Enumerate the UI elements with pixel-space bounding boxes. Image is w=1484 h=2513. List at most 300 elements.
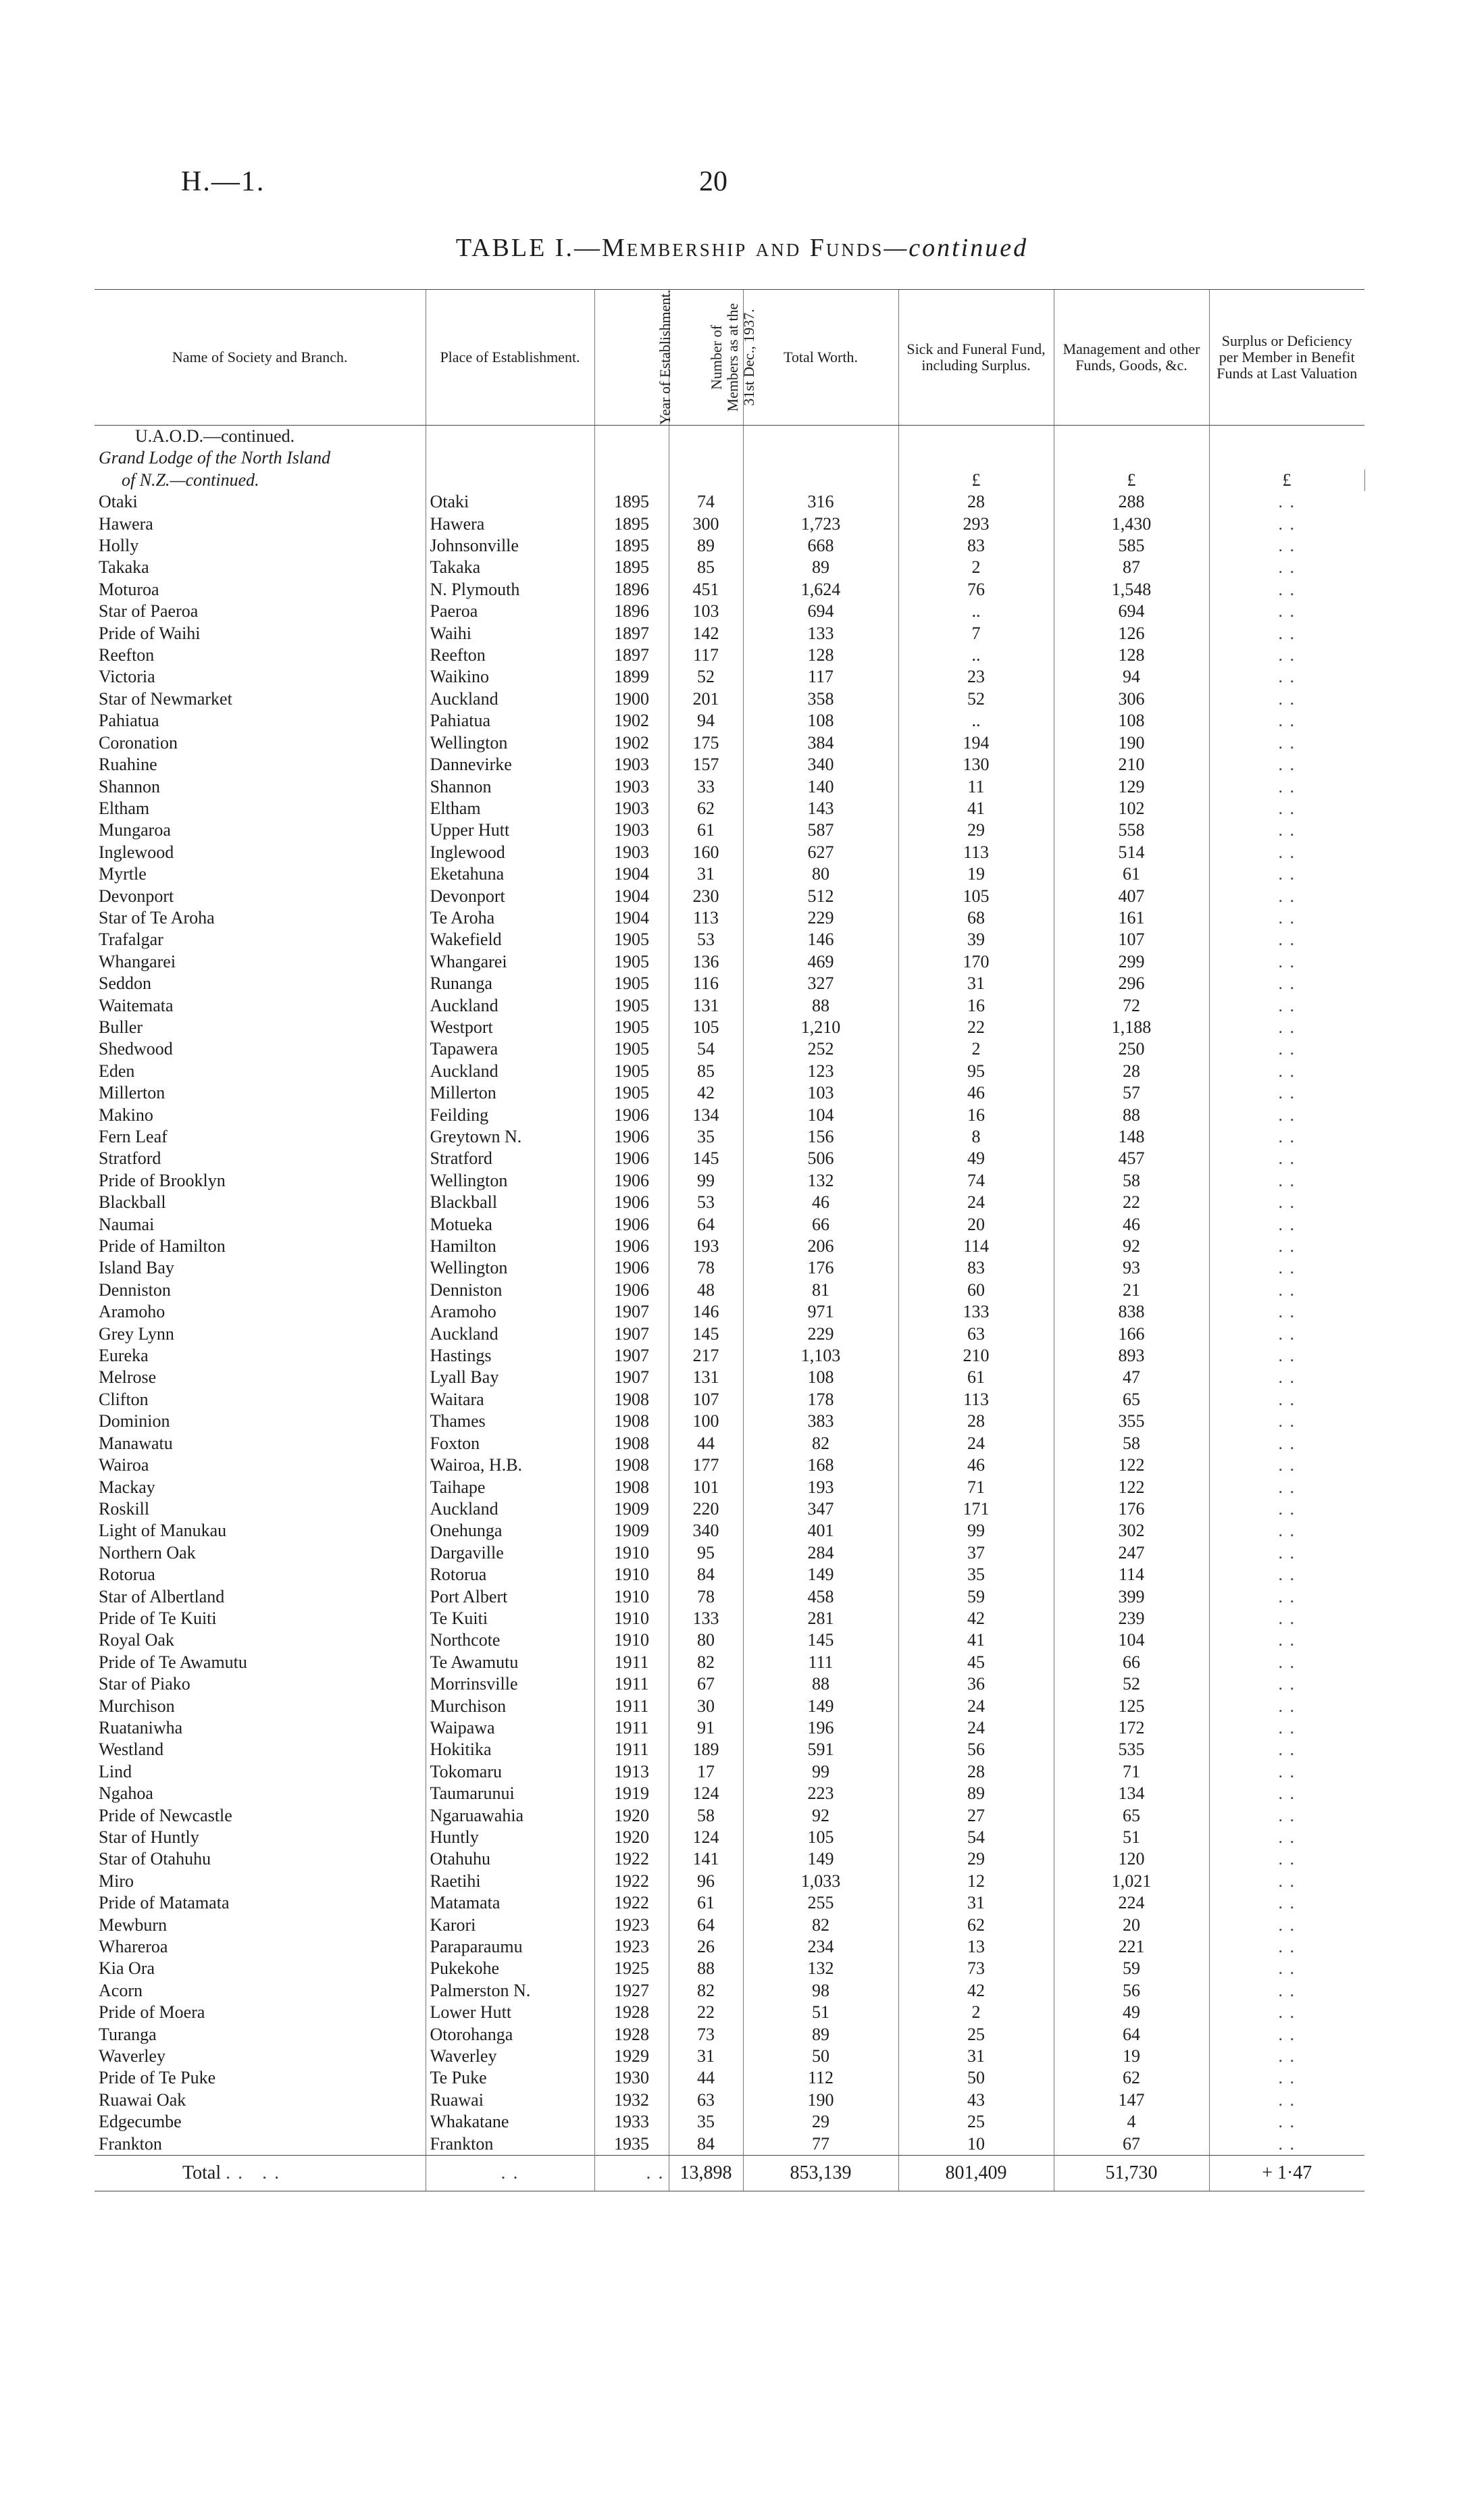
total-worth: 117	[743, 666, 898, 688]
branch-name: Holly	[99, 536, 139, 556]
place: Hokitika	[426, 1739, 594, 1760]
table-row	[95, 1914, 1364, 1936]
sick-fund: 73	[898, 1958, 1054, 1979]
members: 103	[669, 601, 743, 622]
sick-fund: 16	[898, 1105, 1054, 1126]
branch-name: Fern Leaf	[99, 1127, 168, 1146]
surplus-cell: . .	[1209, 1082, 1364, 1104]
surplus-cell: . .	[1209, 1477, 1364, 1498]
total-worth: 178	[743, 1389, 898, 1411]
members: 42	[669, 1082, 743, 1104]
surplus-cell: . .	[1209, 2024, 1364, 2046]
management-funds: 514	[1054, 842, 1209, 863]
members: 95	[669, 1542, 743, 1564]
management-funds: 250	[1054, 1038, 1209, 1060]
surplus-cell: . .	[1209, 557, 1364, 578]
sick-fund: 31	[898, 973, 1054, 994]
branch-name: Pride of Matamata	[99, 1893, 230, 1913]
branch-name: Victoria	[99, 667, 155, 687]
management-funds: 585	[1054, 535, 1209, 557]
table-row	[95, 1170, 1364, 1192]
management-funds: 166	[1054, 1323, 1209, 1345]
total-worth: 168	[743, 1454, 898, 1476]
branch-name: Murchison	[99, 1696, 175, 1716]
management-funds: 67	[1054, 2133, 1209, 2156]
branch-name: Whareroa	[99, 1937, 168, 1957]
sick-fund: 171	[898, 1498, 1054, 1520]
sick-fund: 22	[898, 1017, 1054, 1038]
total-worth: 105	[743, 1827, 898, 1848]
management-funds: 306	[1054, 688, 1209, 710]
table-row	[95, 1871, 1364, 1892]
sick-fund: 24	[898, 1433, 1054, 1454]
year: 1895	[594, 513, 669, 535]
members: 124	[669, 1783, 743, 1804]
total-worth: 112	[743, 2067, 898, 2089]
management-funds: 47	[1054, 1367, 1209, 1388]
branch-name: Millerton	[99, 1083, 165, 1103]
table-row	[95, 2067, 1364, 2089]
table-row	[95, 535, 1364, 557]
surplus-cell: . .	[1209, 1542, 1364, 1564]
total-worth: 506	[743, 1148, 898, 1169]
members: 58	[669, 1805, 743, 1827]
sick-fund: 25	[898, 2024, 1054, 2046]
place: Frankton	[426, 2133, 594, 2156]
branch-name: Myrtle	[99, 864, 147, 884]
total-worth: 145	[743, 1629, 898, 1651]
surplus-cell: . .	[1209, 601, 1364, 622]
table-row	[95, 1411, 1364, 1432]
management-funds: 57	[1054, 1082, 1209, 1104]
branch-name: Pride of Moera	[99, 2002, 205, 2023]
management-funds: 108	[1054, 710, 1209, 732]
management-funds: 125	[1054, 1696, 1209, 1717]
branch-name: Edgecumbe	[99, 2112, 182, 2132]
sick-fund: 28	[898, 1761, 1054, 1783]
table-row	[95, 2002, 1364, 2023]
year: 1902	[594, 710, 669, 732]
year: 1911	[594, 1717, 669, 1739]
year: 1922	[594, 1871, 669, 1892]
table-row	[95, 1696, 1364, 1717]
table-row	[95, 1192, 1364, 1213]
place: Hastings	[426, 1345, 594, 1367]
management-funds: 535	[1054, 1739, 1209, 1760]
management-funds: 122	[1054, 1454, 1209, 1476]
sick-fund: 49	[898, 1148, 1054, 1169]
total-worth: 1,103	[743, 1345, 898, 1367]
year: 1913	[594, 1761, 669, 1783]
year: 1905	[594, 1082, 669, 1104]
table-row	[95, 1389, 1364, 1411]
place: Feilding	[426, 1105, 594, 1126]
place: Auckland	[426, 995, 594, 1017]
surplus-cell: . .	[1209, 842, 1364, 863]
place: Waitara	[426, 1389, 594, 1411]
col-surplus: Surplus or Deficiency per Member in Benefit Funds at Last Valuation	[1209, 290, 1364, 426]
surplus-cell: . .	[1209, 2067, 1364, 2089]
management-funds: 19	[1054, 2046, 1209, 2067]
branch-name: Pride of Hamilton	[99, 1236, 226, 1256]
sick-fund: 60	[898, 1279, 1054, 1301]
year: 1911	[594, 1696, 669, 1717]
branch-name: Grey Lynn	[99, 1323, 174, 1344]
sick-fund: 25	[898, 2111, 1054, 2133]
surplus-cell: . .	[1209, 1236, 1364, 1257]
table-row	[95, 1980, 1364, 2002]
table-title	[0, 233, 1484, 263]
sick-fund: ..	[898, 710, 1054, 732]
branch-name: Takaka	[99, 557, 149, 578]
table-row	[95, 1148, 1364, 1169]
year: 1929	[594, 2046, 669, 2067]
sick-fund: 43	[898, 2089, 1054, 2111]
branch-name: Star of Newmarket	[99, 688, 232, 709]
management-funds: 93	[1054, 1257, 1209, 1279]
place: Wellington	[426, 1257, 594, 1279]
branch-name: Buller	[99, 1017, 143, 1037]
surplus-cell: . .	[1209, 1608, 1364, 1629]
table-row	[95, 1082, 1364, 1104]
surplus-cell: . .	[1209, 1848, 1364, 1870]
management-funds: 247	[1054, 1542, 1209, 1564]
branch-name: Star of Paeroa	[99, 601, 199, 621]
year: 1919	[594, 1783, 669, 1804]
table-row	[95, 1673, 1364, 1695]
total-worth: 149	[743, 1696, 898, 1717]
table-row	[95, 1367, 1364, 1388]
place: Greytown N.	[426, 1126, 594, 1148]
branch-name: Royal Oak	[99, 1630, 174, 1650]
branch-name: Reefton	[99, 645, 155, 665]
management-funds: 20	[1054, 1914, 1209, 1936]
sick-fund: 62	[898, 1914, 1054, 1936]
year: 1908	[594, 1411, 669, 1432]
year: 1906	[594, 1257, 669, 1279]
total-worth: 46	[743, 1192, 898, 1213]
surplus-cell: . .	[1209, 710, 1364, 732]
total-worth: 82	[743, 1914, 898, 1936]
place: Wairoa, H.B.	[426, 1454, 594, 1476]
sick-fund: 24	[898, 1696, 1054, 1717]
table-row	[95, 973, 1364, 994]
year: 1905	[594, 995, 669, 1017]
sick-fund: 20	[898, 1214, 1054, 1236]
management-funds: 59	[1054, 1958, 1209, 1979]
table-row	[95, 1323, 1364, 1345]
surplus-cell: . .	[1209, 1980, 1364, 2002]
table-row	[95, 776, 1364, 798]
sick-fund: 19	[898, 863, 1054, 885]
total-worth: 193	[743, 1477, 898, 1498]
place: Waihi	[426, 623, 594, 644]
year: 1909	[594, 1520, 669, 1542]
members: 35	[669, 1126, 743, 1148]
year: 1902	[594, 732, 669, 754]
place: Lower Hutt	[426, 2002, 594, 2023]
members: 131	[669, 1367, 743, 1388]
total-worth: 668	[743, 535, 898, 557]
year: 1897	[594, 623, 669, 644]
surplus-cell: . .	[1209, 491, 1364, 513]
total-sick: 801,409	[898, 2156, 1054, 2191]
management-funds: 104	[1054, 1629, 1209, 1651]
members: 96	[669, 1871, 743, 1892]
sick-fund: 24	[898, 1192, 1054, 1213]
table-row	[95, 2111, 1364, 2133]
year: 1905	[594, 1061, 669, 1082]
members: 89	[669, 535, 743, 557]
members: 201	[669, 688, 743, 710]
place: Westport	[426, 1017, 594, 1038]
year: 1905	[594, 929, 669, 950]
surplus-cell: . .	[1209, 973, 1364, 994]
table-row	[95, 644, 1364, 666]
total-worth: 316	[743, 491, 898, 513]
total-worth: 80	[743, 863, 898, 885]
table-row	[95, 2089, 1364, 2111]
sick-fund: 2	[898, 1038, 1054, 1060]
group-subtitle-cont: of N.Z.—continued.	[122, 469, 259, 490]
year: 1907	[594, 1301, 669, 1323]
year: 1925	[594, 1958, 669, 1979]
place: Taihape	[426, 1477, 594, 1498]
place: Port Albert	[426, 1586, 594, 1608]
year: 1907	[594, 1323, 669, 1345]
surplus-cell: . .	[1209, 1433, 1364, 1454]
management-funds: 102	[1054, 798, 1209, 819]
year: 1930	[594, 2067, 669, 2089]
management-funds: 172	[1054, 1717, 1209, 1739]
surplus-cell: . .	[1209, 1279, 1364, 1301]
surplus-cell: . .	[1209, 1783, 1364, 1804]
year: 1908	[594, 1454, 669, 1476]
surplus-cell: . .	[1209, 1717, 1364, 1739]
total-worth: 512	[743, 886, 898, 907]
branch-name: Star of Huntly	[99, 1827, 199, 1847]
year: 1910	[594, 1608, 669, 1629]
management-funds: 71	[1054, 1761, 1209, 1783]
branch-name: Shedwood	[99, 1039, 173, 1059]
total-worth: 340	[743, 754, 898, 776]
surplus-cell: . .	[1209, 1454, 1364, 1476]
branch-name: Acorn	[99, 1980, 143, 2000]
total-worth: 29	[743, 2111, 898, 2133]
year: 1908	[594, 1433, 669, 1454]
sick-fund: 2	[898, 557, 1054, 578]
branch-name: Lind	[99, 1761, 132, 1781]
total-worth: 284	[743, 1542, 898, 1564]
total-worth: 108	[743, 710, 898, 732]
management-funds: 61	[1054, 863, 1209, 885]
place: Te Kuiti	[426, 1608, 594, 1629]
members: 80	[669, 1629, 743, 1651]
members: 91	[669, 1717, 743, 1739]
branch-name: Naumai	[99, 1214, 155, 1234]
year: 1906	[594, 1148, 669, 1169]
management-funds: 56	[1054, 1980, 1209, 2002]
year: 1928	[594, 2002, 669, 2023]
members: 85	[669, 1061, 743, 1082]
place: Takaka	[426, 557, 594, 578]
members: 22	[669, 2002, 743, 2023]
management-funds: 28	[1054, 1061, 1209, 1082]
branch-name: Otaki	[99, 492, 138, 512]
place: Foxton	[426, 1433, 594, 1454]
management-funds: 239	[1054, 1608, 1209, 1629]
sick-fund: 83	[898, 1257, 1054, 1279]
surplus-cell: . .	[1209, 1673, 1364, 1695]
total-worth: 133	[743, 623, 898, 644]
total-worth: 627	[743, 842, 898, 863]
members: 53	[669, 1192, 743, 1213]
branch-name: Clifton	[99, 1389, 149, 1409]
total-worth: 132	[743, 1170, 898, 1192]
members: 189	[669, 1739, 743, 1760]
col-sick-fund: Sick and Funeral Fund, including Surplus.	[898, 290, 1054, 426]
year: 1905	[594, 973, 669, 994]
place: Lyall Bay	[426, 1367, 594, 1388]
place: Auckland	[426, 1498, 594, 1520]
management-funds: 58	[1054, 1433, 1209, 1454]
year: 1911	[594, 1739, 669, 1760]
year: 1906	[594, 1192, 669, 1213]
sick-fund: 42	[898, 1608, 1054, 1629]
table-row	[95, 1214, 1364, 1236]
place: Morrinsville	[426, 1673, 594, 1695]
management-funds: 64	[1054, 2024, 1209, 2046]
total-worth: 92	[743, 1805, 898, 1827]
total-worth: 1,723	[743, 513, 898, 535]
total-worth: 149	[743, 1848, 898, 1870]
table-row	[95, 1761, 1364, 1783]
branch-name: Whangarei	[99, 951, 176, 971]
sick-fund: 7	[898, 623, 1054, 644]
sick-fund: 16	[898, 995, 1054, 1017]
total-worth: 66	[743, 1214, 898, 1236]
branch-name: Seddon	[99, 973, 151, 994]
branch-name: Pride of Waihi	[99, 623, 201, 643]
total-worth: 132	[743, 1958, 898, 1979]
surplus-cell: . .	[1209, 1761, 1364, 1783]
place: Te Aroha	[426, 907, 594, 929]
sick-fund: 133	[898, 1301, 1054, 1323]
branch-name: Star of Albertland	[99, 1586, 225, 1606]
members: 82	[669, 1980, 743, 2002]
branch-name: Kia Ora	[99, 1958, 155, 1979]
members: 44	[669, 1433, 743, 1454]
surplus-cell: . .	[1209, 1564, 1364, 1585]
sick-fund: 50	[898, 2067, 1054, 2089]
place: Eltham	[426, 798, 594, 819]
management-funds: 210	[1054, 754, 1209, 776]
sick-fund: 130	[898, 754, 1054, 776]
branch-name: Hawera	[99, 513, 153, 534]
col-members	[669, 290, 757, 426]
sick-fund: 170	[898, 951, 1054, 973]
place: Paeroa	[426, 601, 594, 622]
management-funds: 62	[1054, 2067, 1209, 2089]
page-number: 20	[699, 166, 727, 197]
total-worth: 128	[743, 644, 898, 666]
total-worth: 469	[743, 951, 898, 973]
col-year	[594, 289, 673, 426]
members: 116	[669, 973, 743, 994]
unit-sick: £	[1054, 469, 1209, 491]
branch-name: Eden	[99, 1061, 135, 1081]
surplus-cell: . .	[1209, 1498, 1364, 1520]
surplus-cell: . .	[1209, 1301, 1364, 1323]
year: 1922	[594, 1892, 669, 1914]
table-row	[95, 1827, 1364, 1848]
total-worth: 281	[743, 1608, 898, 1629]
management-funds: 1,548	[1054, 579, 1209, 601]
sick-fund: 46	[898, 1454, 1054, 1476]
total-worth: 77	[743, 2133, 898, 2156]
total-worth: 1,624	[743, 579, 898, 601]
total-worth: 98	[743, 1980, 898, 2002]
place: Palmerston N.	[426, 1980, 594, 2002]
unit-worth: £	[898, 469, 1054, 491]
year: 1927	[594, 1980, 669, 2002]
members: 31	[669, 2046, 743, 2067]
table-row	[95, 1433, 1364, 1454]
year: 1903	[594, 754, 669, 776]
table-row	[95, 623, 1364, 644]
members: 300	[669, 513, 743, 535]
sick-fund: 99	[898, 1520, 1054, 1542]
year: 1904	[594, 907, 669, 929]
surplus-cell: . .	[1209, 1871, 1364, 1892]
place: Reefton	[426, 644, 594, 666]
branch-name: Ruahine	[99, 755, 157, 775]
surplus-cell: . .	[1209, 2133, 1364, 2156]
surplus-cell: . .	[1209, 1389, 1364, 1411]
table-row	[95, 1061, 1364, 1082]
sick-fund: 11	[898, 776, 1054, 798]
table-row	[95, 1301, 1364, 1323]
sick-fund: 8	[898, 1126, 1054, 1148]
members: 78	[669, 1586, 743, 1608]
sick-fund: 95	[898, 1061, 1054, 1082]
surplus-cell: . .	[1209, 1827, 1364, 1848]
place: Matamata	[426, 1892, 594, 1914]
total-worth: 206	[743, 1236, 898, 1257]
management-funds: 129	[1054, 776, 1209, 798]
year: 1906	[594, 1214, 669, 1236]
branch-name: Waitemata	[99, 995, 174, 1015]
sick-fund: 76	[898, 579, 1054, 601]
table-row	[95, 1498, 1364, 1520]
place: Rotorua	[426, 1564, 594, 1585]
place: Johnsonville	[426, 535, 594, 557]
page-reference: H.—1.	[181, 166, 265, 197]
members: 82	[669, 1652, 743, 1673]
management-funds: 58	[1054, 1170, 1209, 1192]
total-worth: 358	[743, 688, 898, 710]
management-funds: 161	[1054, 907, 1209, 929]
surplus-cell: . .	[1209, 579, 1364, 601]
surplus-cell: . .	[1209, 666, 1364, 688]
branch-name: Star of Piako	[99, 1674, 190, 1694]
table-row	[95, 798, 1364, 819]
total-worth: 458	[743, 1586, 898, 1608]
total-row: Total . . . . . . . . 13,898 853,139 801,409 51,730 + 1·47	[95, 2156, 1364, 2191]
sick-fund: 28	[898, 491, 1054, 513]
members: 84	[669, 2133, 743, 2156]
branch-name: Turanga	[99, 2024, 157, 2044]
